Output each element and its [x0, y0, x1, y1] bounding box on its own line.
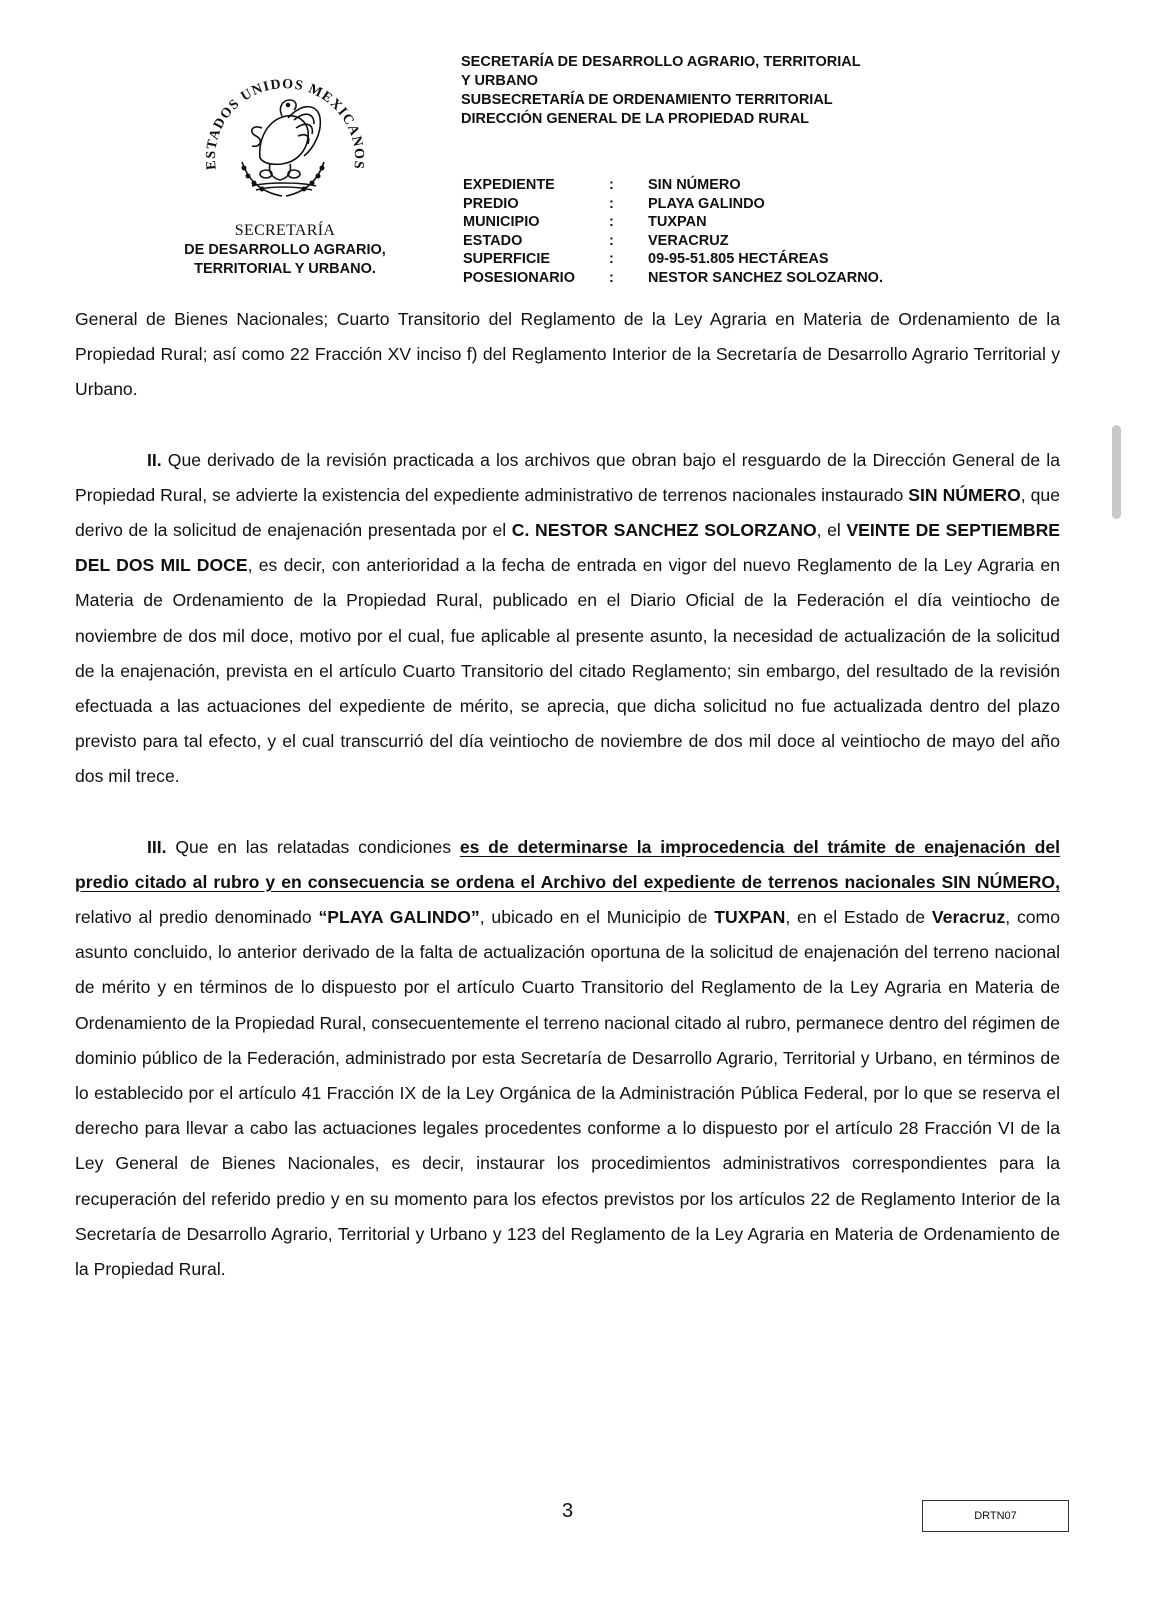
paragraph-continuation: [75, 302, 1060, 408]
field-label: SUPERFICIE: [463, 251, 551, 268]
paragraph-text: , ubicado en el Municipio de: [479, 907, 715, 928]
paragraph-iii: [75, 830, 1060, 1288]
field-value: NESTOR SANCHEZ SOLOZARNO.: [648, 269, 883, 286]
seal-caption-line-2: DE DESARROLLO AGRARIO,: [184, 242, 386, 258]
field-colon: :: [609, 251, 614, 268]
bold-text: C. NESTOR SANCHEZ SOLORZANO: [511, 520, 817, 541]
field-colon: :: [609, 195, 614, 212]
paragraph-text: , el: [816, 520, 847, 541]
agency-line: SUBSECRETARÍA DE ORDENAMIENTO TERRITORIAL: [461, 92, 833, 108]
bold-text: Veracruz: [931, 907, 1006, 928]
paragraph-text: Que en las relatadas condiciones: [166, 836, 460, 857]
field-label: EXPEDIENTE: [463, 177, 555, 193]
paragraph-text: Que derivado de la revisión practicada a los archivos que obran bajo el resguardo de la Dirección General de la Propiedad Rural, se advierte la existencia del expediente administrativo de terrenos nacionales instaurado: [75, 449, 1060, 505]
paragraph-text: General de Bienes Nacionales; Cuarto Transitorio del Reglamento de la Ley Agraria en Materia de Ordenamiento de la Propiedad Rural; así como 22 Fracción XV inciso f) del Reglamento Interior de la Secretaría de Desarrollo Agrario Territorial y Urbano.: [75, 309, 1060, 400]
paragraph-text: relativo al predio denominado: [75, 907, 319, 928]
agency-header: [461, 53, 861, 129]
bold-text: SIN NÚMERO: [908, 484, 1021, 505]
scrollbar-thumb[interactable]: [1112, 425, 1121, 519]
seal-caption-secretaria: SECRETARÍA: [234, 222, 336, 239]
field-colon: :: [609, 214, 614, 231]
form-code-box: [922, 1500, 1069, 1532]
field-value: TUXPAN: [648, 214, 707, 231]
paragraph-ii: [75, 443, 1060, 795]
agency-line: DIRECCIÓN GENERAL DE LA PROPIEDAD RURAL: [461, 111, 810, 127]
coat-of-arms-seal: [190, 58, 380, 228]
field-colon: :: [609, 232, 614, 249]
underlined-resolution-text: es de determinarse la improcedencia del trámite de enajenación del predio citado al rubro y en consecuencia se ordena el Archivo del expediente de terrenos nacionales SIN NÚMERO,: [75, 836, 1060, 892]
paragraph-text: , en el Estado de: [785, 907, 932, 928]
field-value: VERACRUZ: [648, 232, 729, 249]
bold-text: TUXPAN: [714, 907, 786, 928]
paragraph-number: II.: [147, 449, 162, 470]
field-colon: :: [609, 269, 614, 286]
field-value: SIN NÚMERO: [648, 177, 741, 193]
document-body: [75, 302, 1060, 1287]
paragraph-text: , como asunto concluido, lo anterior derivado de la falta de actualización oportuna de la solicitud de enajenación del terreno nacional de mérito y en términos de lo dispuesto por el artículo Cuarto Transitorio del Reglamento de la Ley Agraria en Materia de Ordenamiento de la Propiedad Rural, consecuentemente el terreno nacional citado al rubro, permanece dentro del régimen de dominio público de la Federación, administrado por esta Secretaría de Desarrollo Agrario, Territorial y Urbano, en términos de lo establecido por el artículo 41 Fracción IX de la Ley Orgánica de la Administración Pública Federal, por lo que se reserva el derecho para llevar a cabo las actuaciones legales procedentes conforme a lo dispuesto por el artículo 28 Fracción VI de la Ley General de Bienes Nacionales, es decir, instaurar los procedimientos administrativos correspondientes para la recuperación del referido predio y en su momento para los efectos previstos por los artículos 22 de Reglamento Interior de la Secretaría de Desarrollo Agrario, Territorial y Urbano y 123 del Reglamento de la Ley Agraria en Materia de Ordenamiento de la Propiedad Rural.: [75, 907, 1060, 1280]
field-label: ESTADO: [463, 232, 523, 249]
field-label: MUNICIPIO: [463, 214, 540, 231]
field-value: 09-95-51.805 HECTÁREAS: [648, 251, 829, 268]
agency-line: SECRETARÍA DE DESARROLLO AGRARIO, TERRITORIAL: [461, 54, 861, 70]
paragraph-text: , que derivo de la solicitud de enajenación presentada por el: [75, 484, 1060, 541]
bold-text: VEINTE DE SEPTIEMBRE DEL DOS MIL DOCE: [75, 520, 1061, 576]
seal-ring-text: ESTADOS UNIDOS MEXICANOS: [203, 77, 367, 171]
field-label: POSESIONARIO: [463, 269, 575, 286]
field-label: PREDIO: [463, 195, 519, 212]
agency-line: Y URBANO: [461, 73, 539, 89]
paragraph-text: , es decir, con anterioridad a la fecha de entrada en vigor del nuevo Reglamento de la Ley Agraria en Materia de Ordenamiento de la Propiedad Rural, publicado en el Diario Oficial de la Federación el día veintiocho de noviembre de dos mil doce, motivo por el cual, fue aplicable al presente asunto, la necesidad de actualización de la solicitud de la enajenación, prevista en el artículo Cuarto Transitorio del citado Reglamento; sin embargo, del resultado de la revisión efectuada a las actuaciones del expediente de mérito, se aprecia, que dicha solicitud no fue actualizada dentro del plazo previsto para tal efecto, y el cual transcurrió del día veintiocho de noviembre de dos mil doce al veintiocho de mayo del año dos mil trece.: [75, 555, 1060, 787]
field-value: PLAYA GALINDO: [648, 195, 765, 212]
paragraph-number: III.: [147, 836, 167, 857]
form-code: DRTN07: [974, 1510, 1017, 1522]
page-number: 3: [562, 1500, 574, 1522]
field-colon: :: [609, 177, 614, 193]
bold-text: “PLAYA GALINDO”: [318, 907, 480, 928]
seal-caption-line-3: TERRITORIAL Y URBANO.: [194, 261, 376, 277]
